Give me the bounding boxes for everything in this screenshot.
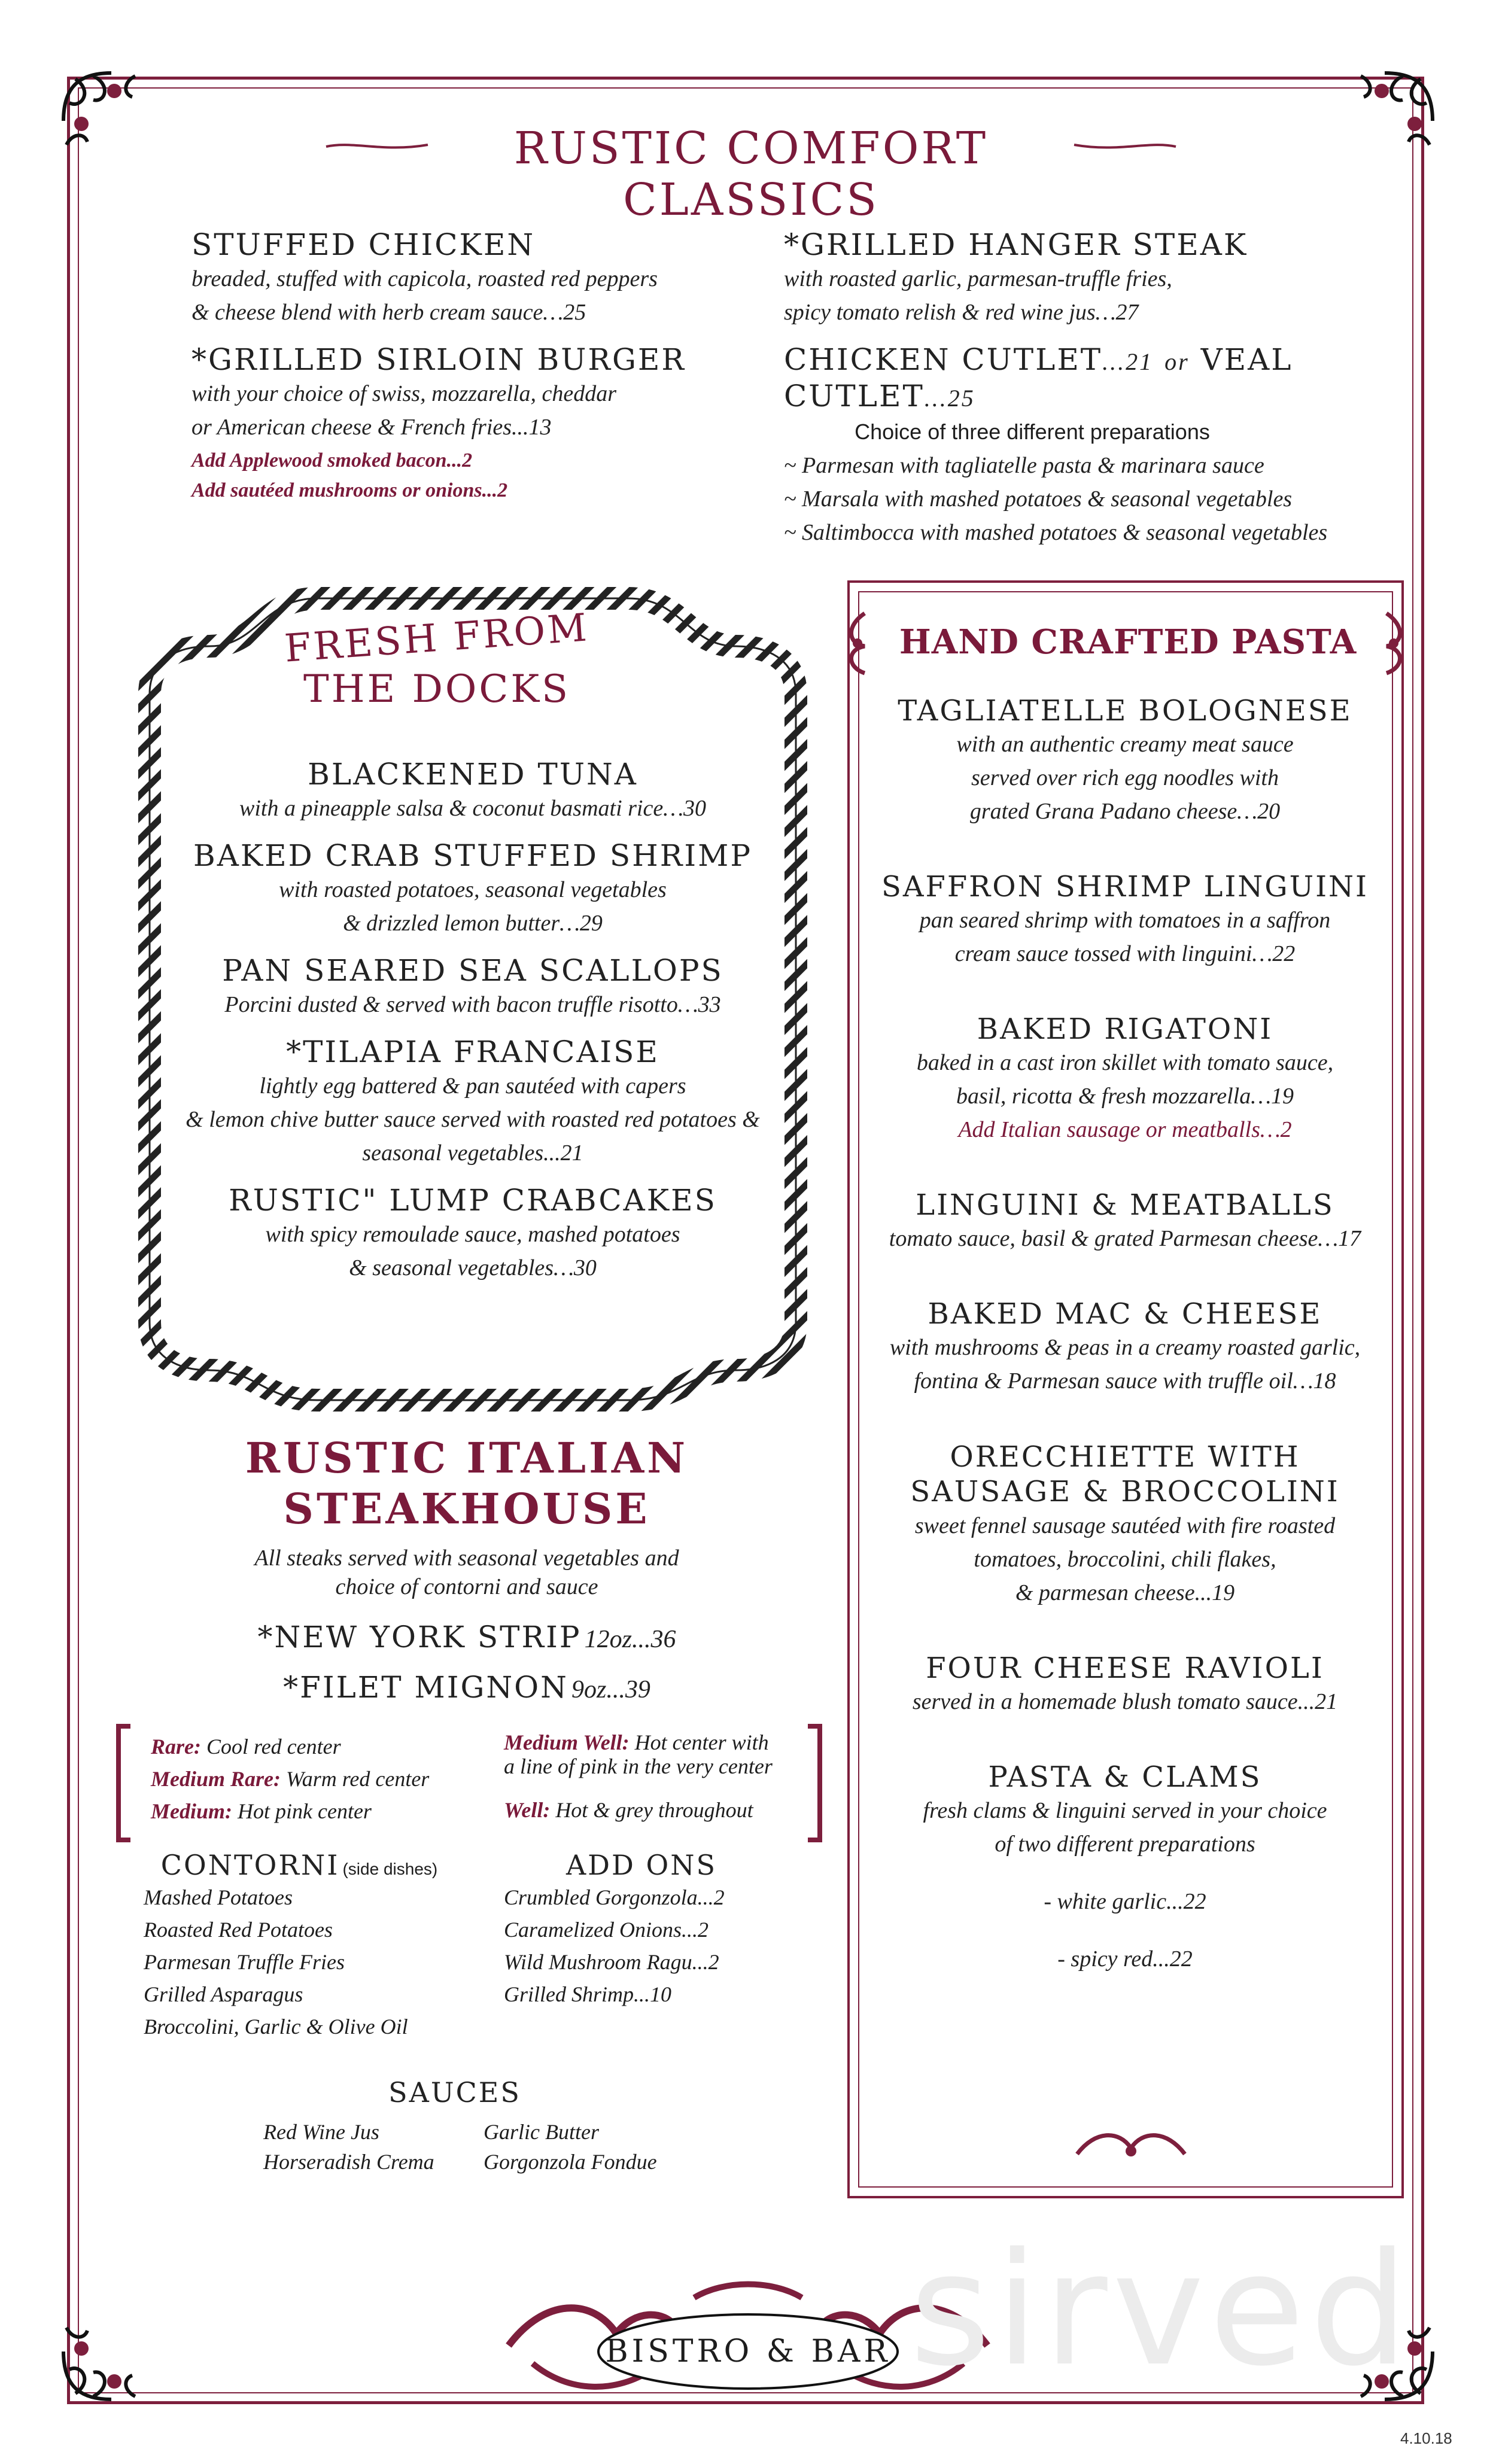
menu-item-name: *TILAPIA FRANCAISE [286, 1035, 659, 1069]
menu-item-name: STUFFED CHICKEN [191, 227, 536, 262]
steak-list [168, 1616, 766, 1716]
menu-item-name: BLACKENED TUNA [308, 757, 638, 792]
steak-name: *FILET MIGNON [283, 1670, 568, 1705]
menu-item-desc: with mushrooms & peas in a creamy roasted garlic, [889, 1335, 1361, 1360]
menu-item-name: *GRILLED HANGER STEAK [784, 227, 1248, 262]
temps-left [151, 1730, 486, 1827]
contorni-item: Mashed Potatoes [144, 1885, 293, 1909]
menu-item-desc: with your choice of swiss, mozzarella, cheddar [191, 381, 616, 406]
menu-item-desc: & parmesan cheese...19 [1015, 1580, 1235, 1605]
menu-item-desc: baked in a cast iron skillet with tomato sauce, [916, 1050, 1334, 1075]
menu-item-desc: with an authentic creamy meat sauce [956, 732, 1294, 757]
cutlet-prep: ~ Marsala with mashed potatoes & seasonal vegetables [784, 486, 1293, 512]
corner-flourish-icon [57, 67, 171, 181]
temp-label: Well: [504, 1798, 551, 1822]
comfort-right-column [784, 227, 1412, 549]
sauces-left [263, 2117, 479, 2177]
contorni-item: Parmesan Truffle Fries [144, 1950, 345, 1974]
sauces-right [484, 2117, 699, 2177]
temp-label: Medium Well: [504, 1730, 630, 1754]
menu-item-desc: with roasted garlic, parmesan-truffle fries, [784, 266, 1172, 291]
sauce-item: Garlic Butter [484, 2120, 599, 2144]
pasta-flourish-left-icon [841, 610, 877, 676]
bracket-left-icon [112, 1723, 136, 1843]
temp-desc: a line of pink in the very center [504, 1754, 773, 1778]
menu-item-desc: served in a homemade blush tomato sauce...21 [912, 1689, 1338, 1714]
menu-item-desc: tomatoes, broccolini, chili flakes, [974, 1547, 1276, 1572]
temp-desc: Cool red center [206, 1735, 341, 1759]
sauce-item: Gorgonzola Fondue [484, 2150, 657, 2174]
temp-desc: Hot pink center [238, 1799, 372, 1823]
menu-item-name: LINGUINI & MEATBALLS [916, 1188, 1334, 1222]
addon-item: Caramelized Onions...2 [504, 1918, 709, 1942]
title-swash-left-icon [323, 138, 431, 156]
steakhouse-intro [168, 1544, 766, 1601]
menu-item-desc: seasonal vegetables...21 [362, 1140, 583, 1166]
contorni-item: Broccolini, Garlic & Olive Oil [144, 2015, 408, 2039]
menu-item-desc: & cheese blend with herb cream sauce…25 [191, 300, 586, 325]
contorni-item: Grilled Asparagus [144, 1982, 303, 2006]
cutlet-name-b: VEAL CUTLET [784, 342, 1293, 413]
cutlet-prep: ~ Saltimbocca with mashed potatoes & seasonal vegetables [784, 520, 1328, 545]
menu-item-name: BAKED RIGATONI [977, 1012, 1273, 1046]
title-swash-right-icon [1071, 138, 1179, 156]
menu-item-desc: & seasonal vegetables…30 [349, 1255, 597, 1280]
pasta-option: - white garlic...22 [1044, 1889, 1206, 1914]
pasta-option: - spicy red...22 [1057, 1946, 1193, 1972]
steakhouse-title-line1: RUSTIC ITALIAN [245, 1433, 689, 1483]
menu-item-desc: grated Grana Padano cheese…20 [969, 799, 1281, 824]
steak-price: ...36 [632, 1626, 676, 1653]
menu-item-desc: pan seared shrimp with tomatoes in a saffron [919, 908, 1331, 933]
menu-item-name: RUSTIC" LUMP CRABCAKES [229, 1183, 717, 1218]
menu-item-name: TAGLIATELLE BOLOGNESE [898, 694, 1352, 728]
cutlet-prep: ~ Parmesan with tagliatelle pasta & marinara sauce [784, 453, 1264, 478]
steak-item [168, 1616, 766, 1666]
temp-label: Rare: [151, 1735, 201, 1759]
docks-title-line2: THE DOCKS [303, 667, 570, 711]
menu-item-desc: with a pineapple salsa & coconut basmati rice…30 [239, 796, 706, 821]
menu-item-desc: basil, ricotta & fresh mozzarella…19 [956, 1084, 1294, 1109]
steakhouse-intro-line: All steaks served with seasonal vegetables and [254, 1546, 679, 1571]
sauces-title: SAUCES [388, 2076, 521, 2109]
pasta-items [862, 694, 1388, 1976]
pasta-title: HAND CRAFTED PASTA [899, 622, 1357, 662]
menu-item-name: PAN SEARED SEA SCALLOPS [222, 953, 723, 988]
menu-date: 4.10.18 [1400, 2429, 1452, 2447]
bistro-bar-logo-text: BISTRO & BAR [605, 2334, 891, 2369]
sirved-watermark: sirved [910, 2220, 1413, 2401]
addons-title: ADD ONS [565, 1849, 717, 1881]
contorni-section [144, 1849, 515, 2043]
cutlet-subtitle: Choice of three different preparations [855, 419, 1210, 444]
contorni-note: (side dishes) [342, 1860, 438, 1878]
menu-item-desc: with spicy remoulade sauce, mashed potatoes [265, 1222, 680, 1247]
menu-item-desc: or American cheese & French fries...13 [191, 415, 552, 440]
menu-item-name: *GRILLED SIRLOIN BURGER [191, 342, 686, 377]
menu-item-desc: & lemon chive butter sauce served with roasted red potatoes & [186, 1107, 760, 1132]
menu-item-desc: Porcini dusted & served with bacon truffle risotto…33 [224, 992, 721, 1017]
steakhouse-title-line2: STEAKHOUSE [283, 1484, 650, 1534]
addon-item: Grilled Shrimp...10 [504, 1982, 672, 2006]
menu-item-desc: lightly egg battered & pan sautéed with capers [259, 1073, 686, 1099]
steakhouse-intro-line: choice of contorni and sauce [335, 1574, 598, 1599]
menu-item-name: ORECCHIETTE WITH [950, 1440, 1300, 1474]
docks-items [156, 757, 790, 1285]
steak-size: 12oz [584, 1626, 633, 1653]
steak-name: *NEW YORK STRIP [257, 1620, 582, 1654]
menu-item-desc: breaded, stuffed with capicola, roasted red peppers [191, 266, 658, 291]
sauce-item: Red Wine Jus [263, 2120, 379, 2144]
temp-desc: Hot & grey throughout [555, 1798, 753, 1822]
temp-desc: Warm red center [286, 1767, 430, 1791]
corner-flourish-icon [57, 2292, 171, 2405]
menu-item-desc: cream sauce tossed with linguini…22 [954, 941, 1296, 966]
menu-item-desc: fresh clams & linguini served in your choice [923, 1798, 1327, 1823]
docks-title-line1: FRESH FROM [283, 606, 591, 671]
menu-item-name: BAKED CRAB STUFFED SHRIMP [193, 838, 753, 873]
pasta-bottom-flourish-icon [1071, 2124, 1191, 2166]
cutlet-price-b: ...25 [924, 385, 975, 412]
steak-price: ...39 [606, 1676, 650, 1703]
steak-size: 9oz [571, 1676, 607, 1703]
menu-item-desc: sweet fennel sausage sautéed with fire roasted [914, 1513, 1336, 1538]
menu-item-desc: tomato sauce, basil & grated Parmesan cheese…17 [889, 1226, 1361, 1251]
cutlet-name-a: CHICKEN CUTLET [784, 342, 1103, 377]
menu-item-name: SAFFRON SHRIMP LINGUINI [881, 870, 1369, 904]
menu-item-name: PASTA & CLAMS [988, 1760, 1262, 1794]
addon-text: Add Applewood smoked bacon...2 [191, 449, 473, 471]
cutlet-heading [784, 342, 1412, 415]
menu-item-desc: spicy tomato relish & red wine jus…27 [784, 300, 1139, 325]
sauce-item: Horseradish Crema [263, 2150, 434, 2174]
cutlet-or: or [1164, 348, 1190, 375]
pasta-flourish-right-icon [1375, 610, 1410, 676]
menu-item-desc: fontina & Parmesan sauce with truffle oil…18 [914, 1368, 1336, 1394]
temps-right [504, 1730, 815, 1826]
menu-item-desc: & drizzled lemon butter…29 [343, 911, 603, 936]
menu-item-name: FOUR CHEESE RAVIOLI [926, 1651, 1324, 1685]
menu-item-name: BAKED MAC & CHEESE [928, 1297, 1322, 1331]
addon-item: Wild Mushroom Ragu...2 [504, 1950, 719, 1974]
cutlet-price-a: ...21 [1102, 348, 1154, 375]
rustic-comfort-classics-title: RUSTIC COMFORT CLASSICS [513, 123, 989, 226]
temp-label: Medium Rare: [151, 1767, 281, 1791]
corner-flourish-icon [1325, 67, 1439, 181]
temp-desc: Hot center with [634, 1730, 769, 1754]
steak-item [168, 1666, 766, 1716]
contorni-title: CONTORNI [160, 1849, 340, 1881]
menu-item-name: SAUSAGE & BROCCOLINI [910, 1475, 1340, 1508]
menu-item-desc: with roasted potatoes, seasonal vegetables [279, 877, 667, 902]
comfort-left-column [191, 227, 790, 507]
addons-section [504, 1849, 803, 2010]
addon-text: Add sautéed mushrooms or onions...2 [191, 479, 508, 501]
addon-item: Crumbled Gorgonzola...2 [504, 1885, 725, 1909]
addon-text: Add Italian sausage or meatballs…2 [958, 1117, 1292, 1142]
temp-label: Medium: [151, 1799, 233, 1823]
menu-item-desc: of two different preparations [995, 1832, 1255, 1857]
contorni-item: Roasted Red Potatoes [144, 1918, 333, 1942]
menu-item-desc: served over rich egg noodles with [971, 765, 1279, 790]
